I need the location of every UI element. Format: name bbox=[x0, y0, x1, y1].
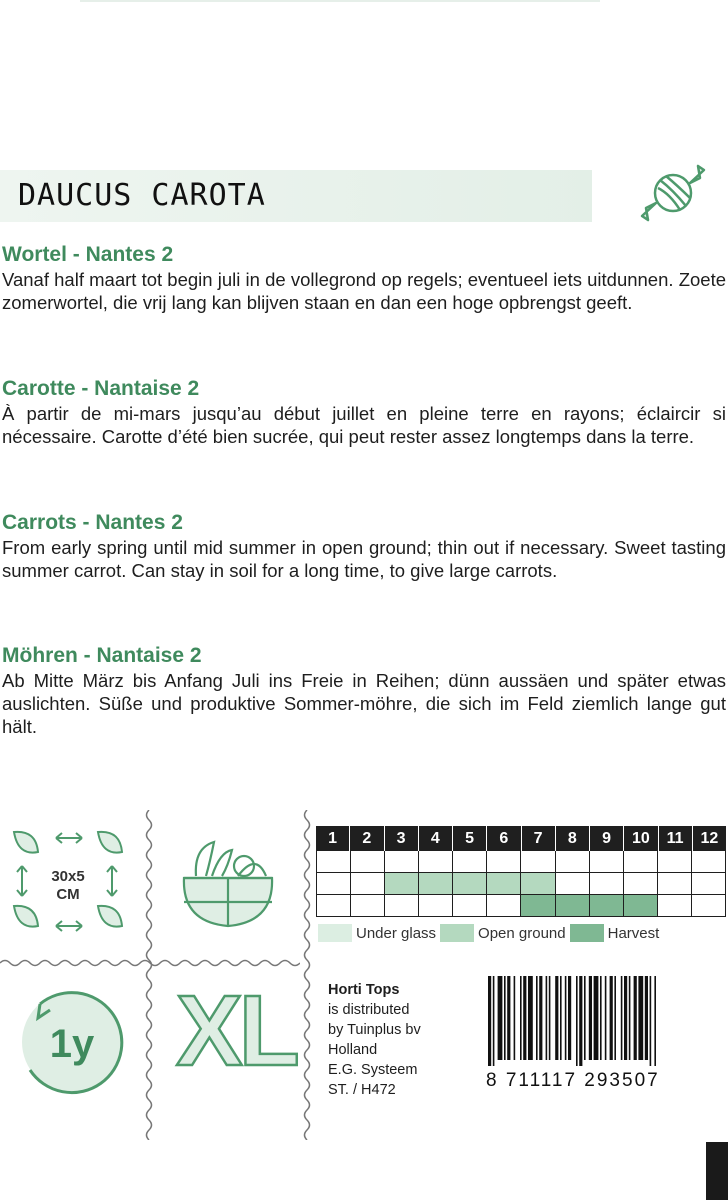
calendar-cell bbox=[351, 873, 385, 895]
barcode-bar bbox=[624, 976, 627, 1060]
legend-item-harvest bbox=[570, 924, 660, 942]
calendar-cell bbox=[692, 873, 726, 895]
top-rule bbox=[80, 0, 600, 2]
legend-swatch bbox=[318, 924, 352, 942]
calendar-month-header bbox=[316, 826, 726, 851]
barcode-bar bbox=[605, 976, 607, 1060]
barcode-bar bbox=[576, 976, 578, 1066]
spacing-value: 30x5 bbox=[51, 868, 85, 885]
barcode-bar bbox=[555, 976, 558, 1060]
calendar-cell bbox=[419, 895, 453, 917]
calendar-legend bbox=[318, 924, 663, 942]
calendar-month-8: 8 bbox=[556, 826, 590, 851]
description-text: Ab Mitte März bis Anfang Juli ins Freie in Reihen; dünn aussäen und später etwas auslichten. Süße und produktive Sommer-möhre, die sich im Feld ziemlich lange gut hält. bbox=[2, 670, 726, 737]
calendar-month-10: 10 bbox=[624, 826, 658, 851]
barcode-bar bbox=[565, 976, 567, 1060]
barcode-bar bbox=[629, 976, 631, 1060]
description-nl bbox=[2, 242, 726, 314]
calendar-cell bbox=[590, 851, 624, 873]
calendar-cell bbox=[692, 895, 726, 917]
legend-label: Harvest bbox=[607, 924, 660, 942]
barcode-bar bbox=[549, 976, 551, 1060]
wavy-divider-vertical bbox=[144, 810, 154, 1140]
brand-name: Horti Tops bbox=[328, 982, 400, 998]
calendar-month-4: 4 bbox=[419, 826, 453, 851]
calendar-cell bbox=[385, 895, 419, 917]
calendar-month-2: 2 bbox=[350, 826, 384, 851]
barcode-bar bbox=[560, 976, 562, 1060]
barcode-bar bbox=[493, 976, 495, 1066]
barcode-bar bbox=[584, 976, 586, 1060]
calendar-cell bbox=[487, 873, 521, 895]
barcode-bar bbox=[488, 976, 491, 1066]
distributor-line: ST. / H472 bbox=[328, 1082, 396, 1098]
barcode-bar bbox=[634, 976, 637, 1060]
calendar-month-11: 11 bbox=[659, 826, 693, 851]
description-en bbox=[2, 510, 726, 582]
calendar-cell bbox=[351, 895, 385, 917]
barcode-bar bbox=[610, 976, 613, 1060]
calendar-cell bbox=[453, 895, 487, 917]
spacing-unit: CM bbox=[56, 886, 80, 903]
barcode-bar bbox=[523, 976, 526, 1060]
description-title: Wortel - Nantes 2 bbox=[2, 243, 174, 266]
distributor-line: by Tuinplus bv bbox=[328, 1022, 421, 1038]
barcode-bar bbox=[614, 976, 616, 1060]
barcode-bar bbox=[594, 976, 599, 1060]
barcode-bar bbox=[600, 976, 602, 1060]
calendar-cell bbox=[385, 873, 419, 895]
description-text: À partir de mi-mars jusqu’au début juillet en pleine terre en rayons; éclaircir si nécessaire. Carotte d’été bien sucrée, qui peut rester assez longtemps dans la terre. bbox=[2, 403, 726, 447]
barcode-bar bbox=[539, 976, 542, 1060]
calendar-cell bbox=[556, 895, 590, 917]
calendar-month-9: 9 bbox=[590, 826, 624, 851]
calendar-row-under-glass bbox=[316, 851, 726, 873]
legend-item-open-ground bbox=[440, 924, 566, 942]
barcode-bar bbox=[589, 976, 592, 1060]
barcode-bar bbox=[621, 976, 623, 1060]
calendar-cell bbox=[692, 851, 726, 873]
wavy-divider-vertical bbox=[302, 810, 312, 1140]
description-text: From early spring until mid summer in open ground; thin out if necessary. Sweet tasting summer carrot. Can stay in soil for a long time, to give large carrots. bbox=[2, 537, 726, 581]
barcode-digits: 8 711117 293507 bbox=[486, 1070, 660, 1091]
calendar-cell bbox=[521, 895, 555, 917]
barcode-bar bbox=[498, 976, 503, 1060]
barcode bbox=[486, 976, 720, 1066]
distributor-info bbox=[328, 980, 421, 1100]
calendar-row-harvest bbox=[316, 895, 726, 917]
calendar-month-12: 12 bbox=[700, 830, 719, 847]
distributor-line: is distributed bbox=[328, 1002, 410, 1018]
barcode-bar bbox=[520, 976, 522, 1060]
description-text: Vanaf half maart tot begin juli in de vollegrond op regels; eventueel iets uitdunnen. Zoete zomerwortel, die vrij lang kan blijven staan en dan een hoge opbrengst geeft. bbox=[2, 269, 726, 313]
barcode-bar bbox=[507, 976, 510, 1060]
barcode-bar bbox=[528, 976, 533, 1060]
calendar-month-6: 6 bbox=[487, 826, 521, 851]
description-title: Carrots - Nantes 2 bbox=[2, 511, 183, 534]
legend-label: Under glass bbox=[356, 924, 437, 942]
distributor-line: E.G. Systeem bbox=[328, 1062, 418, 1078]
species-name: DAUCUS CAROTA bbox=[18, 178, 266, 213]
barcode-bar bbox=[579, 976, 582, 1066]
calendar-cell bbox=[487, 895, 521, 917]
size-xl-icon: XL bbox=[176, 975, 296, 1087]
calendar-cell bbox=[658, 895, 692, 917]
calendar-cell bbox=[453, 851, 487, 873]
lifecycle-label: 1y bbox=[49, 1022, 95, 1066]
barcode-bar bbox=[568, 976, 571, 1060]
description-de bbox=[2, 643, 726, 738]
calendar-cell bbox=[624, 895, 658, 917]
vegetable-bowl-icon bbox=[176, 832, 280, 932]
calendar-cell bbox=[624, 851, 658, 873]
barcode-bar bbox=[645, 976, 648, 1060]
plant-spacing-label bbox=[40, 868, 96, 904]
calendar-cell bbox=[317, 851, 351, 873]
calendar-cell bbox=[419, 873, 453, 895]
calendar-cell bbox=[453, 873, 487, 895]
legend-label: Open ground bbox=[478, 924, 566, 942]
calendar-cell bbox=[317, 895, 351, 917]
description-title: Carotte - Nantaise 2 bbox=[2, 377, 200, 400]
calendar-cell bbox=[521, 873, 555, 895]
barcode-bar bbox=[650, 976, 652, 1066]
calendar-cell bbox=[419, 851, 453, 873]
sowing-calendar bbox=[316, 826, 726, 917]
barcode-bar bbox=[546, 976, 548, 1060]
candy-icon bbox=[636, 160, 710, 226]
calendar-cell bbox=[521, 851, 555, 873]
calendar-row-open-ground bbox=[316, 873, 726, 895]
calendar-month-1: 1 bbox=[316, 826, 350, 851]
calendar-month-5: 5 bbox=[453, 826, 487, 851]
legend-item-under-glass bbox=[318, 924, 436, 942]
calendar-cell bbox=[556, 873, 590, 895]
calendar-cell bbox=[590, 873, 624, 895]
description-fr bbox=[2, 376, 726, 448]
barcode-bar bbox=[536, 976, 538, 1060]
calendar-cell bbox=[590, 895, 624, 917]
legend-swatch bbox=[440, 924, 474, 942]
barcode-bar bbox=[514, 976, 516, 1060]
calendar-cell bbox=[487, 851, 521, 873]
calendar-cell bbox=[556, 851, 590, 873]
calendar-month-3: 3 bbox=[385, 826, 419, 851]
legend-swatch bbox=[570, 924, 604, 942]
calendar-cell bbox=[385, 851, 419, 873]
calendar-month-7: 7 bbox=[522, 826, 556, 851]
barcode-bar bbox=[504, 976, 506, 1060]
calendar-cell bbox=[317, 873, 351, 895]
distributor-line: Holland bbox=[328, 1042, 378, 1058]
description-title: Möhren - Nantaise 2 bbox=[2, 644, 202, 667]
barcode-bar bbox=[638, 976, 643, 1060]
calendar-cell bbox=[351, 851, 385, 873]
calendar-body bbox=[316, 851, 726, 917]
corner-tab bbox=[706, 1142, 728, 1200]
barcode-bar bbox=[654, 976, 656, 1066]
calendar-cell bbox=[658, 873, 692, 895]
calendar-cell bbox=[658, 851, 692, 873]
calendar-cell bbox=[624, 873, 658, 895]
